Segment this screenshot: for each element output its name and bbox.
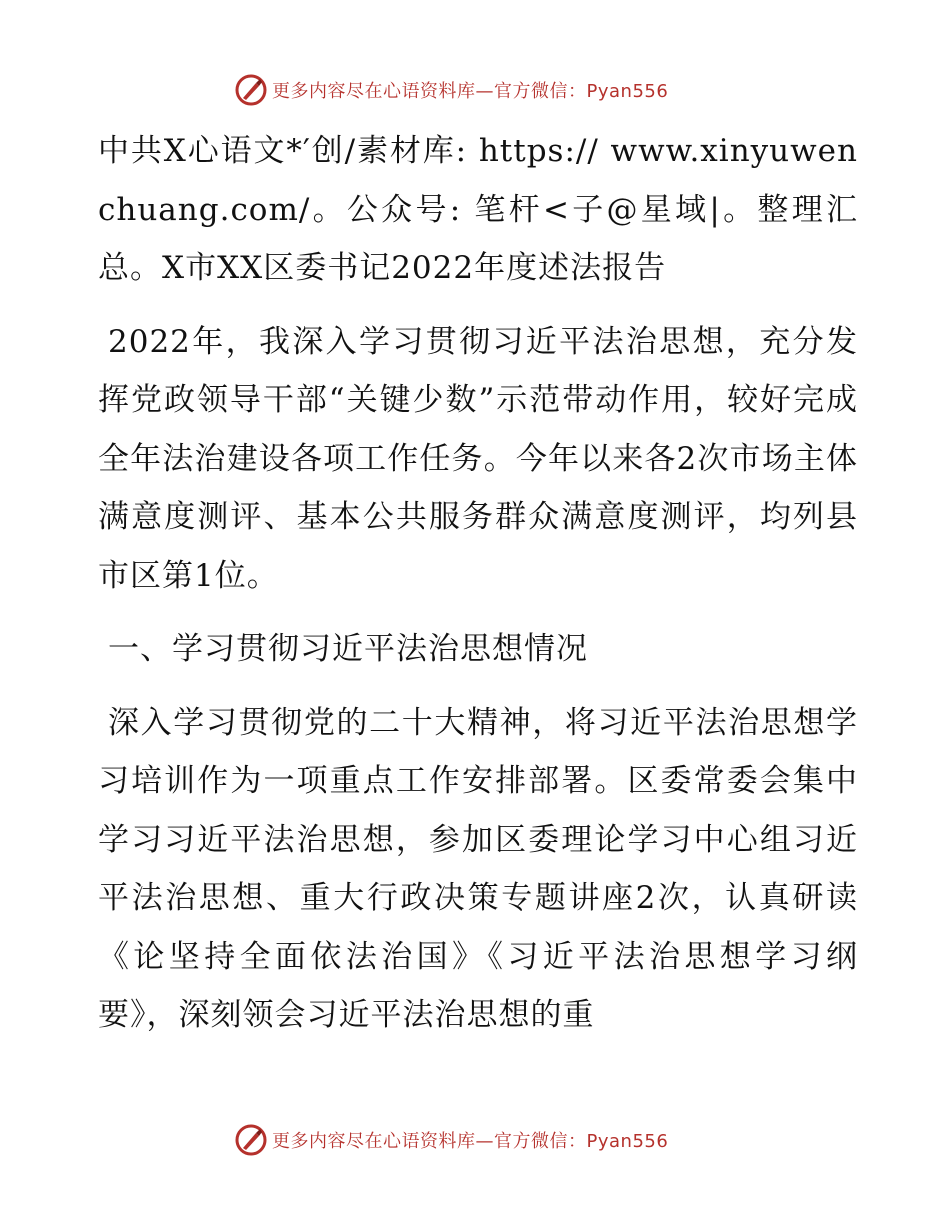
watermark-banner-bottom bbox=[234, 1122, 668, 1158]
section-heading: 一、学习贯彻习近平法治思想情况 bbox=[108, 631, 588, 667]
pen-logo-icon bbox=[234, 1123, 268, 1157]
body-paragraph: 深入学习贯彻党的二十大精神，将习近平法治思想学习培训作为一项重点工作安排部署。区委常委会集中学习习近平法治思想，参加区委理论学习中心组习近平法治思想、重大行政决策专题讲座2次，认真研读《论坚持全面依法治国》《习近平法治思想学习纲要》，深刻领会习近平法治思想的重 bbox=[98, 704, 858, 1033]
intro-paragraph: 2022年，我深入学习贯彻习近平法治思想，充分发挥党政领导干部“关键少数”示范带动作用，较好完成全年法治建设各项工作任务。今年以来各2次市场主体满意度测评、基本公共服务群众满意度测评，均列县市区第1位。 bbox=[98, 323, 858, 594]
watermark-banner-top bbox=[234, 72, 668, 108]
pen-logo-icon bbox=[234, 73, 268, 107]
watermark-text: 更多内容尽在心语资料库—官方微信：Pyan556 bbox=[272, 1131, 669, 1152]
header-paragraph: 中共X心语文*′创/素材库: https:// www.xinyuwenchuang.com/。公众号: 笔杆<子@星域|。整理汇总。X市XX区委书记2022年度述法报告 bbox=[98, 133, 858, 286]
document-body bbox=[98, 122, 858, 1045]
watermark-text: 更多内容尽在心语资料库—官方微信：Pyan556 bbox=[272, 81, 669, 102]
